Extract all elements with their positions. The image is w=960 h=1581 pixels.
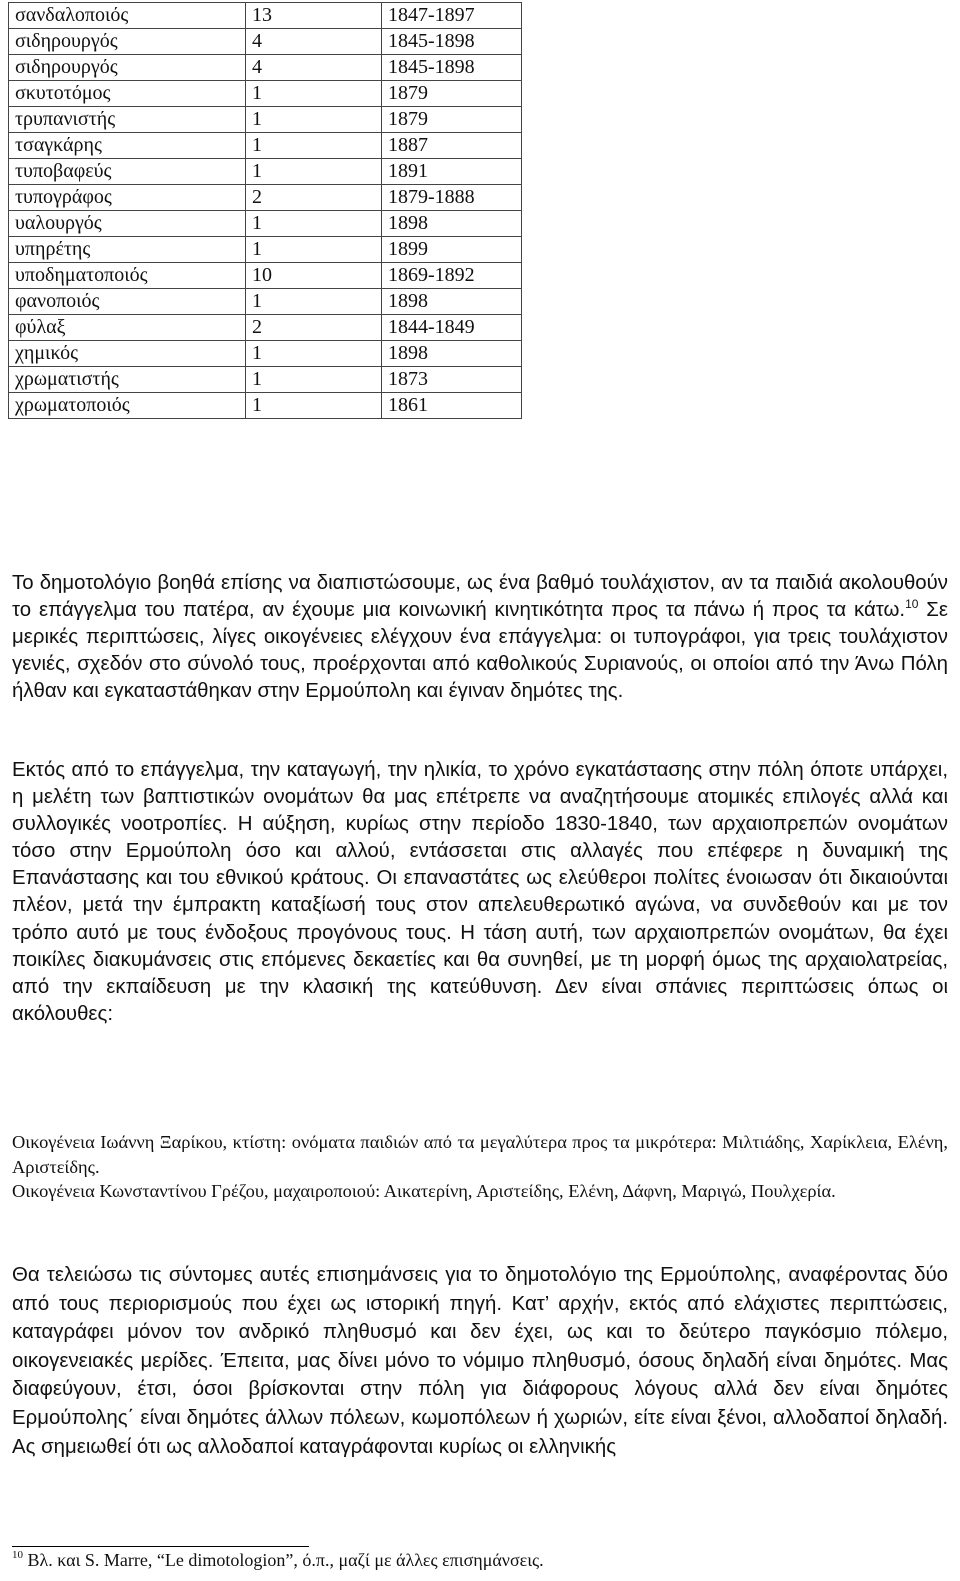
count-cell: 1 [246,393,382,419]
years-cell: 1887 [382,133,522,159]
table-row [9,159,522,185]
paragraph-children-occupation [12,570,948,705]
table-row [9,211,522,237]
years-cell: 1845-1898 [382,29,522,55]
years-cell: 1873 [382,367,522,393]
occupation-cell: χρωματοποιός [9,393,246,419]
years-cell: 1898 [382,211,522,237]
years-cell: 1844-1849 [382,315,522,341]
occupation-cell: σιδηρουργός [9,29,246,55]
occupation-cell: τυπογράφος [9,185,246,211]
count-cell: 4 [246,55,382,81]
table-row [9,3,522,29]
table-row [9,81,522,107]
paragraph-text: Το δημοτολόγιο βοηθά επίσης να διαπιστώσουμε, ως ένα βαθμό τουλάχιστον, αν τα παιδιά ακολουθούν το επάγγελμα του πατέρα, αν έχουμε μια κοινωνική κινητικότητα προς τα πάνω ή προς τα κάτω. [12,572,948,622]
occupation-cell: φύλαξ [9,315,246,341]
occupation-cell: χρωματιστής [9,367,246,393]
family-examples [12,1130,948,1204]
years-cell: 1861 [382,393,522,419]
table-row [9,367,522,393]
count-cell: 4 [246,29,382,55]
table-row [9,315,522,341]
occupations-table [8,2,522,419]
occupation-cell: τρυπανιστής [9,107,246,133]
years-cell: 1879-1888 [382,185,522,211]
table-row [9,237,522,263]
years-cell: 1845-1898 [382,55,522,81]
occupation-cell: υποδηματοποιός [9,263,246,289]
years-cell: 1879 [382,107,522,133]
occupation-cell: σκυτοτόμος [9,81,246,107]
count-cell: 1 [246,133,382,159]
occupation-cell: σανδαλοποιός [9,3,246,29]
paragraph-source-limitations: Θα τελειώσω τις σύντομες αυτές επισημάνσεις για το δημοτολόγιο της Ερμούπολης, αναφέροντας δύο από τους περιορισμούς που έχει ως ιστορική πηγή. Κατ’ αρχήν, εκτός από ελάχιστες περιπτώσεις, καταγράφει μόνον τον ανδρικό πληθυσμό και δεν έχει, ως και το δεύτερο παγκόσμιο πόλεμο, οικογενειακές μερίδες. Έπειτα, μας δίνει μόνο το νόμιμο πληθυσμό, όσους δηλαδή είναι δημότες. Μας διαφεύγουν, έτσι, όσοι βρίσκονται στην πόλη για διάφορους λόγους αλλά δεν είναι δημότες Ερμούπολης΄ είναι δημότες άλλων πόλεων, κωμοπόλεων ή χωριών, είτε είναι ξένοι, αλλοδαποί δηλαδή. Ας σημειωθεί ότι ως αλλοδαποί καταγράφονται κυρίως οι ελληνικής [12,1264,948,1458]
count-cell: 13 [246,3,382,29]
count-cell: 10 [246,263,382,289]
years-cell: 1879 [382,81,522,107]
table-row [9,29,522,55]
years-cell: 1847-1897 [382,3,522,29]
count-cell: 2 [246,185,382,211]
count-cell: 1 [246,159,382,185]
years-cell: 1869-1892 [382,263,522,289]
paragraph-baptismal-names: Εκτός από το επάγγελμα, την καταγωγή, την ηλικία, το χρόνο εγκατάστασης στην πόλη όποτε υπάρχει, η μελέτη των βαπτιστικών ονομάτων θα μας επέτρεπε να αναζητήσουμε ατομικές επιλογές αλλά και συλλογικές νοοτροπίες. Η αύξηση, κυρίως στην περίοδο 1830-1840, των αρχαιοπρεπών ονομάτων τόσο στην Ερμούπολη όσο και αλλού, εντάσσεται στις αλλαγές που επέφερε η δυναμική της Επανάστασης και του εθνικού κράτους. Οι επαναστάτες ως ελεύθεροι πολίτες ένοιωσαν ότι δικαιούνται πλέον, μετά την έμπρακτη καταξίωσή τους στον απελευθερωτικό αγώνα, να συνδεθούν και με τον τρόπο αυτό με τους ένδοξους προγόνους τους. Η τάση αυτή, των αρχαιοπρεπών ονομάτων, θα έχει ποικίλες διακυμάνσεις στις επόμενες δεκαετίες και θα συνηθεί, με τη μορφή όμως της αρχαιολατρείας, από την εκπαίδευση με την κλασική της κατεύθυνση. Δεν είναι σπάνιες περιπτώσεις όπως οι ακόλουθες: [12,759,948,1025]
count-cell: 1 [246,81,382,107]
table-row [9,107,522,133]
occupation-cell: φανοποιός [9,289,246,315]
footnote-separator [12,1546,309,1547]
years-cell: 1898 [382,341,522,367]
occupation-cell: σιδηρουργός [9,55,246,81]
table-row [9,133,522,159]
occupation-cell: υαλουργός [9,211,246,237]
count-cell: 1 [246,367,382,393]
occupation-cell: τσαγκάρης [9,133,246,159]
occupation-cell: τυποβαφεύς [9,159,246,185]
footnote-reference[interactable]: 10 [905,597,919,612]
table-row [9,55,522,81]
footnote [12,1548,544,1572]
table-row [9,341,522,367]
count-cell: 1 [246,289,382,315]
paragraph-text: Σε μερικές περιπτώσεις, λίγες οικογένειες ελέγχουν ένα επάγγελμα: οι τυπογράφοι, για τρεις τουλάχιστον γενιές, σχεδόν στο σύνολό τους, προέρχονται από καθολικούς Συριανούς, οι οποίοι από την Άνω Πόλη ήλθαν και εγκαταστάθηκαν στην Ερμούπολη και έγιναν δημότες της. [12,599,948,703]
table-row [9,393,522,419]
family-example: Οικογένεια Κωνσταντίνου Γρέζου, μαχαιροποιού: Αικατερίνη, Αριστείδης, Ελένη, Δάφνη, Μαριγώ, Πουλχερία. [12,1181,836,1202]
table-row [9,263,522,289]
count-cell: 1 [246,107,382,133]
table-row [9,289,522,315]
years-cell: 1891 [382,159,522,185]
occupation-cell: χημικός [9,341,246,367]
count-cell: 2 [246,315,382,341]
years-cell: 1898 [382,289,522,315]
footnote-text: Βλ. και S. Marre, “Le dimotologion”, ό.π., μαζί με άλλες επισημάνσεις. [23,1550,544,1570]
footnote-number: 10 [12,1549,23,1561]
count-cell: 1 [246,237,382,263]
count-cell: 1 [246,211,382,237]
years-cell: 1899 [382,237,522,263]
occupations-table-body [9,3,522,419]
family-example: Οικογένεια Ιωάννη Ξαρίκου, κτίστη: ονόματα παιδιών από τα μεγαλύτερα προς τα μικρότερα: Μιλτιάδης, Χαρίκλεια, Ελένη, Αριστείδης. [12,1132,948,1177]
count-cell: 1 [246,341,382,367]
occupation-cell: υπηρέτης [9,237,246,263]
table-row [9,185,522,211]
